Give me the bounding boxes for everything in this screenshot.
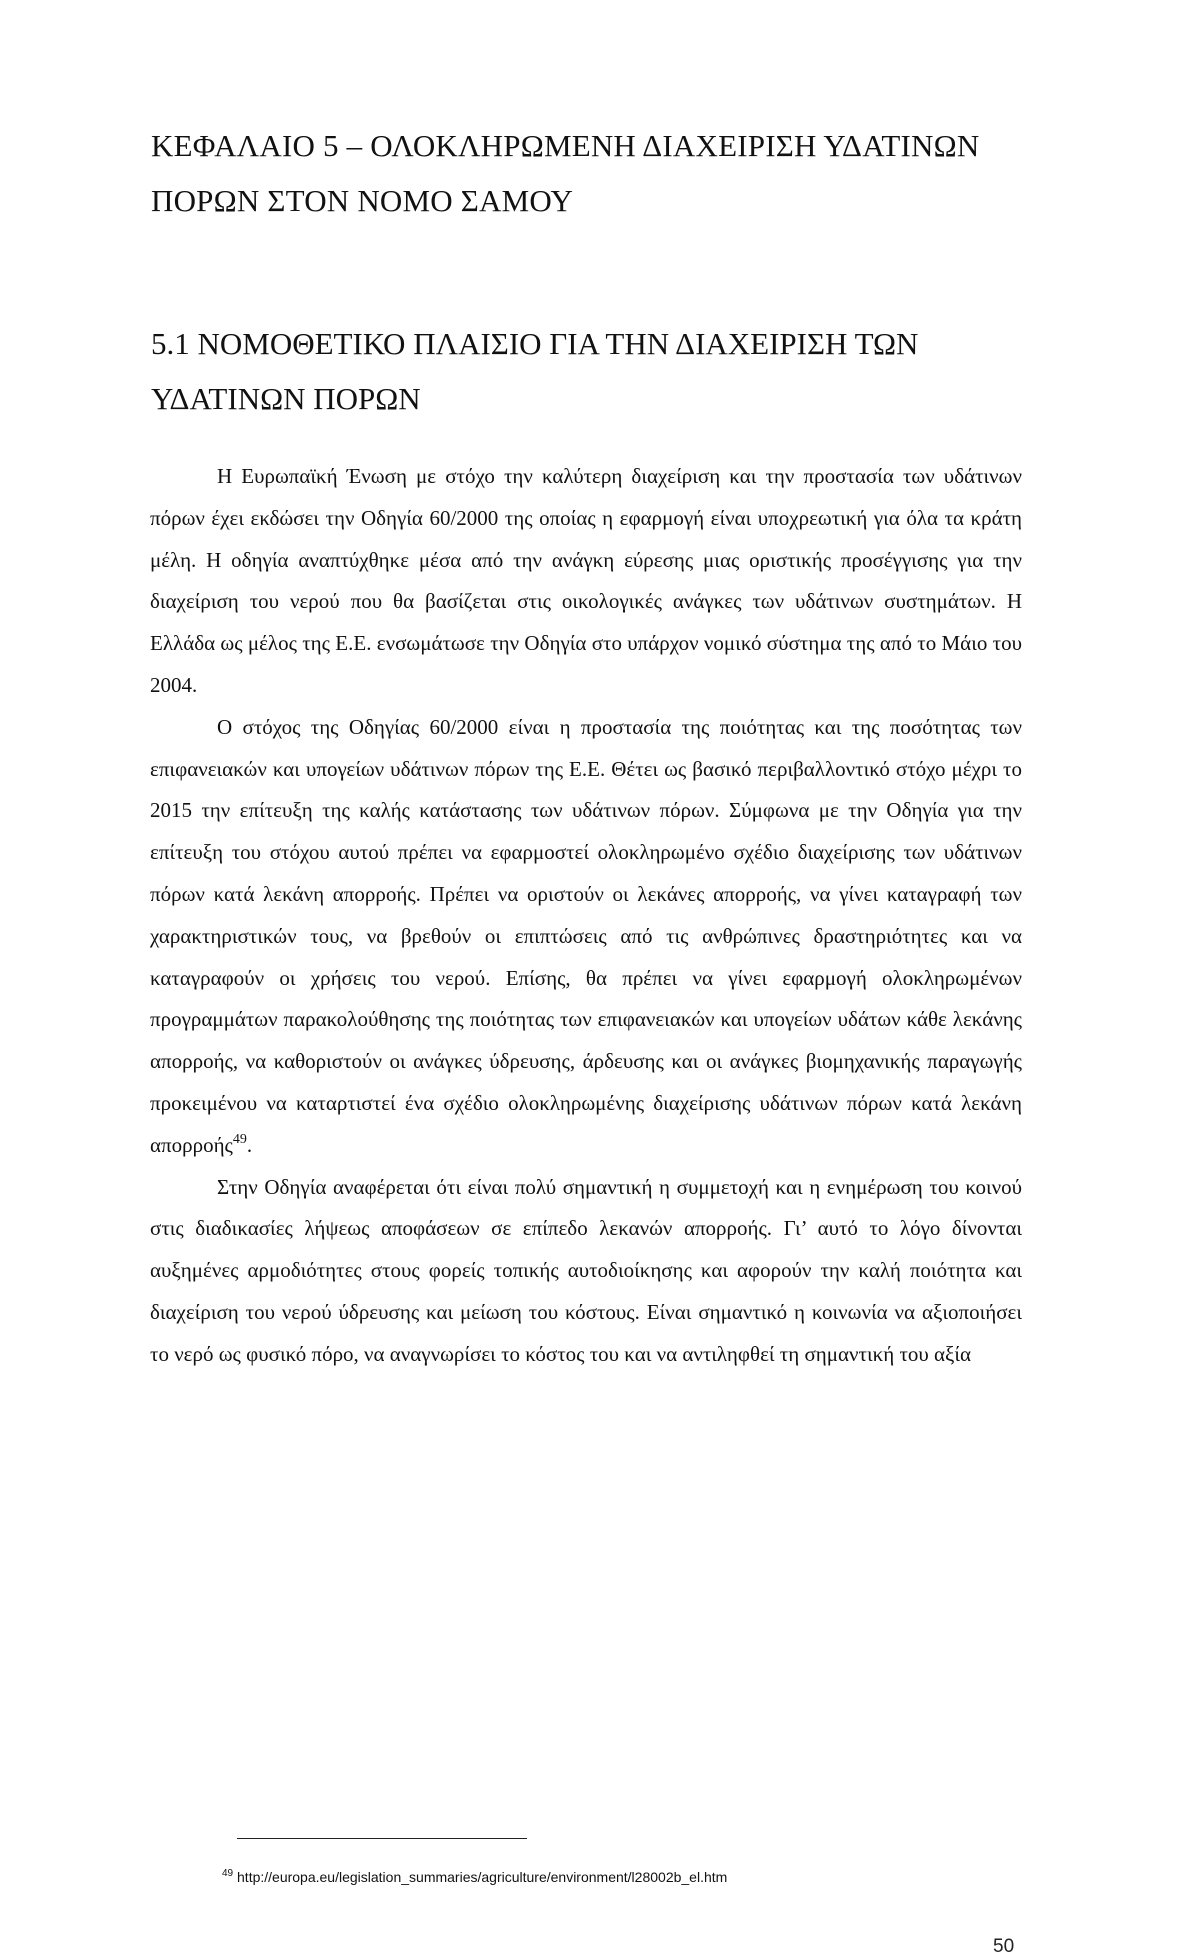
footnote: [222, 1869, 727, 1885]
paragraph-2-end: .: [246, 1132, 253, 1157]
footnote-ref-49[interactable]: 49: [232, 1131, 247, 1147]
section-title-line2: ΥΔΑΤΙΝΩΝ ΠΟΡΩΝ: [151, 381, 421, 416]
paragraph-2-text: Ο στόχος της Οδηγίας 60/2000 είναι η προστασία της ποιότητας και της ποσότητας των επιφανειακών και υπογείων υδάτινων πόρων της Ε.Ε. Θέτει ως βασικό περιβαλλοντικό στόχο μέχρι το 2015 την επίτευξη της καλής κατάστασης των υδάτινων πόρων. Σύμφωνα με την Οδηγία για την επίτευξη του στόχου αυτού πρέπει να εφαρμοστεί ολοκληρωμένο σχέδιο διαχείρισης των υδάτινων πόρων κατά λεκάνη απορροής. Πρέπει να οριστούν οι λεκάνες απορροής, να γίνει καταγραφή των χαρακτηριστικών τους, να βρεθούν οι επιπτώσεις από τις ανθρώπινες δραστηριότητες και να καταγραφούν οι χρήσεις του νερού. Επίσης, θα πρέπει να γίνει εφαρμογή ολοκληρωμένων προγραμμάτων παρακολούθησης της ποιότητας των επιφανειακών και υπογείων υδάτων κάθε λεκάνης απορροής, να καθοριστούν οι ανάγκες ύδρευσης, άρδευσης και οι ανάγκες βιομηχανικής παραγωγής προκειμένου να καταρτιστεί ένα σχέδιο ολοκληρωμένης διαχείρισης υδάτινων πόρων κατά λεκάνη απορροής: [150, 714, 1022, 1157]
chapter-title-line1: ΚΕΦΑΛΑΙΟ 5 – ΟΛΟΚΛΗΡΩΜΕΝΗ ΔΙΑΧΕΙΡΙΣΗ ΥΔΑΤΙΝΩΝ: [151, 128, 980, 163]
paragraph-3: Στην Οδηγία αναφέρεται ότι είναι πολύ σημαντική η συμμετοχή και η ενημέρωση του κοινού στις διαδικασίες λήψεως αποφάσεων σε επίπεδο λεκανών απορροής. Γι’ αυτό το λόγο δίνονται αυξημένες αρμοδιότητες στους φορείς τοπικής αυτοδιοίκησης και αφορούν την καλή ποιότητα και διαχείριση του νερού ύδρευσης και μείωση του κόστους. Είναι σημαντικό η κοινωνία να αξιοποιήσει το νερό ως φυσικό πόρο, να αναγνωρίσει το κόστος του και να αντιληφθεί τη σημαντική του αξία: [150, 1174, 1022, 1366]
body-text: [150, 456, 1022, 1376]
chapter-title: [151, 118, 1021, 228]
chapter-title-line2: ΠΟΡΩΝ ΣΤΟΝ ΝΟΜΟ ΣΑΜΟΥ: [151, 183, 574, 218]
footnote-number: 49: [222, 1868, 234, 1879]
section-title: [151, 316, 1021, 426]
paragraph-2: [150, 707, 1022, 1167]
section-title-line1: 5.1 ΝΟΜΟΘΕΤΙΚΟ ΠΛΑΙΣΙΟ ΓΙΑ ΤΗΝ ΔΙΑΧΕΙΡΙΣΗ ΤΩΝ: [151, 326, 919, 361]
paragraph-1: Η Ευρωπαϊκή Ένωση με στόχο την καλύτερη διαχείριση και την προστασία των υδάτινων πόρων έχει εκδώσει την Οδηγία 60/2000 της οποίας η εφαρμογή είναι υποχρεωτική για όλα τα κράτη μέλη. Η οδηγία αναπτύχθηκε μέσα από την ανάγκη εύρεσης μιας οριστικής προσέγγισης για την διαχείριση του νερού που θα βασίζεται στις οικολογικές ανάγκες των υδάτινων συστημάτων. Η Ελλάδα ως μέλος της Ε.Ε. ενσωμάτωσε την Οδηγία στο υπάρχον νομικό σύστημα της από το Μάιο του 2004.: [150, 464, 1022, 697]
page-number: 50: [993, 1936, 1015, 1957]
footnote-divider: [237, 1838, 527, 1839]
footnote-link[interactable]: http://europa.eu/legislation_summaries/agriculture/environment/l28002b_el.htm: [237, 1869, 728, 1885]
